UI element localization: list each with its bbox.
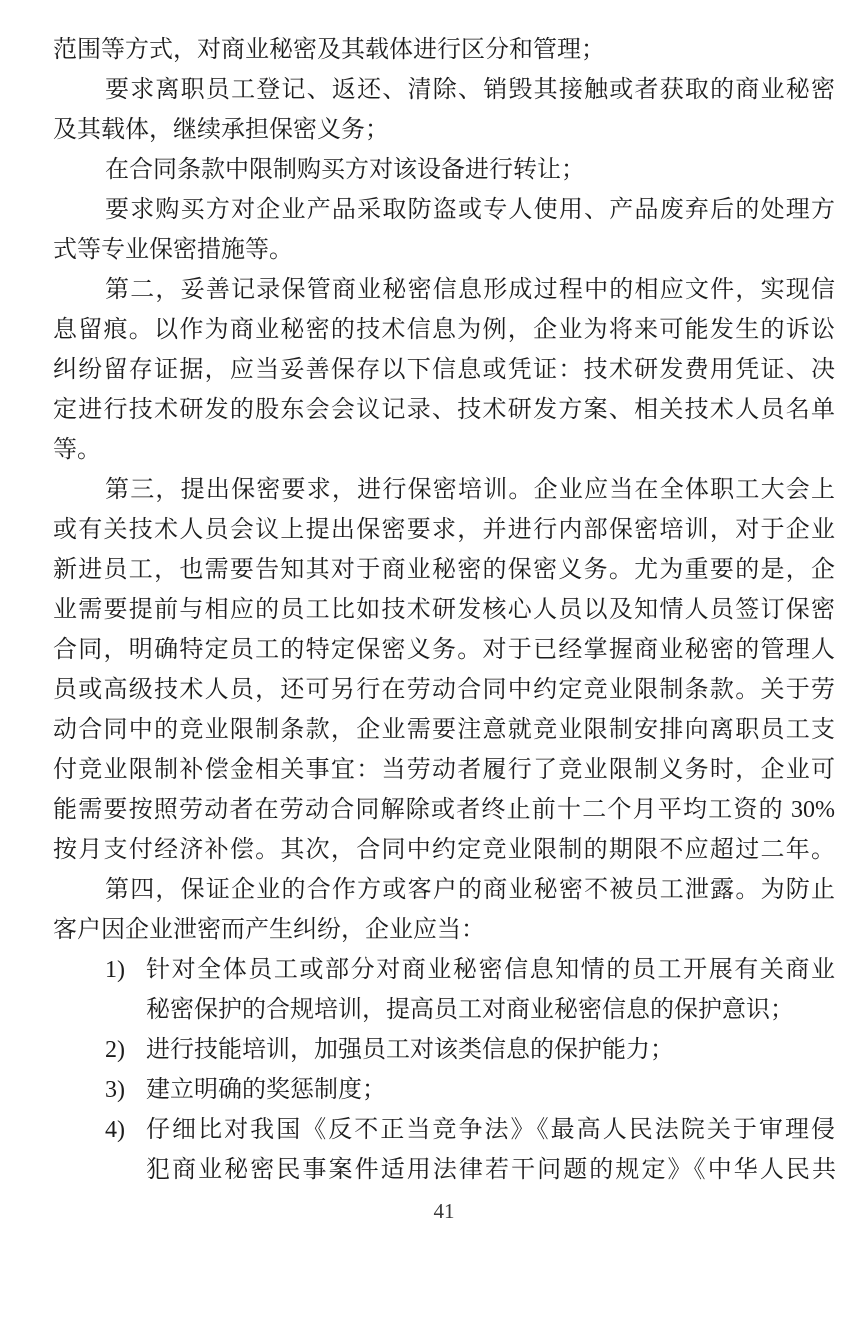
text-line: 等。 bbox=[53, 437, 101, 463]
text-line: 要求离职员工登记、返还、清除、销毁其接触或者获取的商业秘密 bbox=[105, 77, 835, 103]
page-number: 41 bbox=[433, 1199, 455, 1223]
text-line: 或有关技术人员会议上提出保密要求，并进行内部保密培训，对于企业 bbox=[53, 517, 835, 543]
text-line: 在合同条款中限制购买方对该设备进行转让； bbox=[105, 157, 585, 183]
list-item-text: 进行技能培训，加强员工对该类信息的保护能力； bbox=[146, 1037, 674, 1063]
list-item-text: 针对全体员工或部分对商业秘密信息知情的员工开展有关商业 bbox=[146, 957, 835, 983]
list-item-continuation: 秘密保护的合规培训，提高员工对商业秘密信息的保护意识； bbox=[146, 997, 794, 1023]
text-line: 范围等方式，对商业秘密及其载体进行区分和管理； bbox=[53, 37, 605, 63]
text-line bbox=[53, 1110, 835, 1150]
document-text bbox=[53, 30, 835, 1190]
text-line bbox=[53, 1030, 835, 1070]
list-marker: 3) bbox=[105, 1077, 125, 1103]
text-line: 第二，妥善记录保管商业秘密信息形成过程中的相应文件，实现信 bbox=[105, 277, 835, 303]
text-line bbox=[53, 1070, 835, 1110]
text-line: 员或高级技术人员，还可另行在劳动合同中约定竞业限制条款。关于劳 bbox=[53, 677, 835, 703]
text-line: 要求购买方对企业产品采取防盗或专人使用、产品废弃后的处理方 bbox=[105, 197, 835, 223]
list-marker: 2) bbox=[105, 1037, 125, 1063]
text-line: 新进员工，也需要告知其对于商业秘密的保密义务。尤为重要的是，企 bbox=[53, 557, 835, 583]
text-line: 客户因企业泄密而产生纠纷，企业应当： bbox=[53, 917, 485, 943]
text-line: 纠纷留存证据，应当妥善保存以下信息或凭证：技术研发费用凭证、决 bbox=[53, 357, 835, 383]
list-item-text: 建立明确的奖惩制度； bbox=[146, 1077, 386, 1103]
text-line: 第四，保证企业的合作方或客户的商业秘密不被员工泄露。为防止 bbox=[105, 877, 835, 903]
text-line: 能需要按照劳动者在劳动合同解除或者终止前十二个月平均工资的 30% bbox=[53, 797, 835, 823]
text-line: 及其载体，继续承担保密义务； bbox=[53, 117, 389, 143]
text-line: 合同，明确特定员工的特定保密义务。对于已经掌握商业秘密的管理人 bbox=[53, 637, 835, 663]
list-item-continuation: 犯商业秘密民事案件适用法律若干问题的规定》《中华人民共 bbox=[146, 1157, 836, 1183]
text-line: 业需要提前与相应的员工比如技术研发核心人员以及知情人员签订保密 bbox=[53, 597, 835, 623]
list-item-text: 仔细比对我国《反不正当竞争法》《最高人民法院关于审理侵 bbox=[146, 1117, 835, 1143]
text-line: 动合同中的竞业限制条款，企业需要注意就竞业限制安排向离职员工支 bbox=[53, 717, 835, 743]
list-marker: 4) bbox=[105, 1117, 125, 1143]
text-line: 定进行技术研发的股东会会议记录、技术研发方案、相关技术人员名单 bbox=[53, 397, 835, 423]
text-line: 付竞业限制补偿金相关事宜：当劳动者履行了竞业限制义务时，企业可 bbox=[53, 757, 835, 783]
text-line: 第三，提出保密要求，进行保密培训。企业应当在全体职工大会上 bbox=[105, 477, 835, 503]
text-line: 按月支付经济补偿。其次，合同中约定竞业限制的期限不应超过二年。 bbox=[53, 837, 835, 863]
list-marker: 1) bbox=[105, 957, 125, 983]
text-line bbox=[53, 950, 835, 990]
text-line: 式等专业保密措施等。 bbox=[53, 237, 293, 263]
text-line: 息留痕。以作为商业秘密的技术信息为例，企业为将来可能发生的诉讼 bbox=[53, 317, 835, 343]
